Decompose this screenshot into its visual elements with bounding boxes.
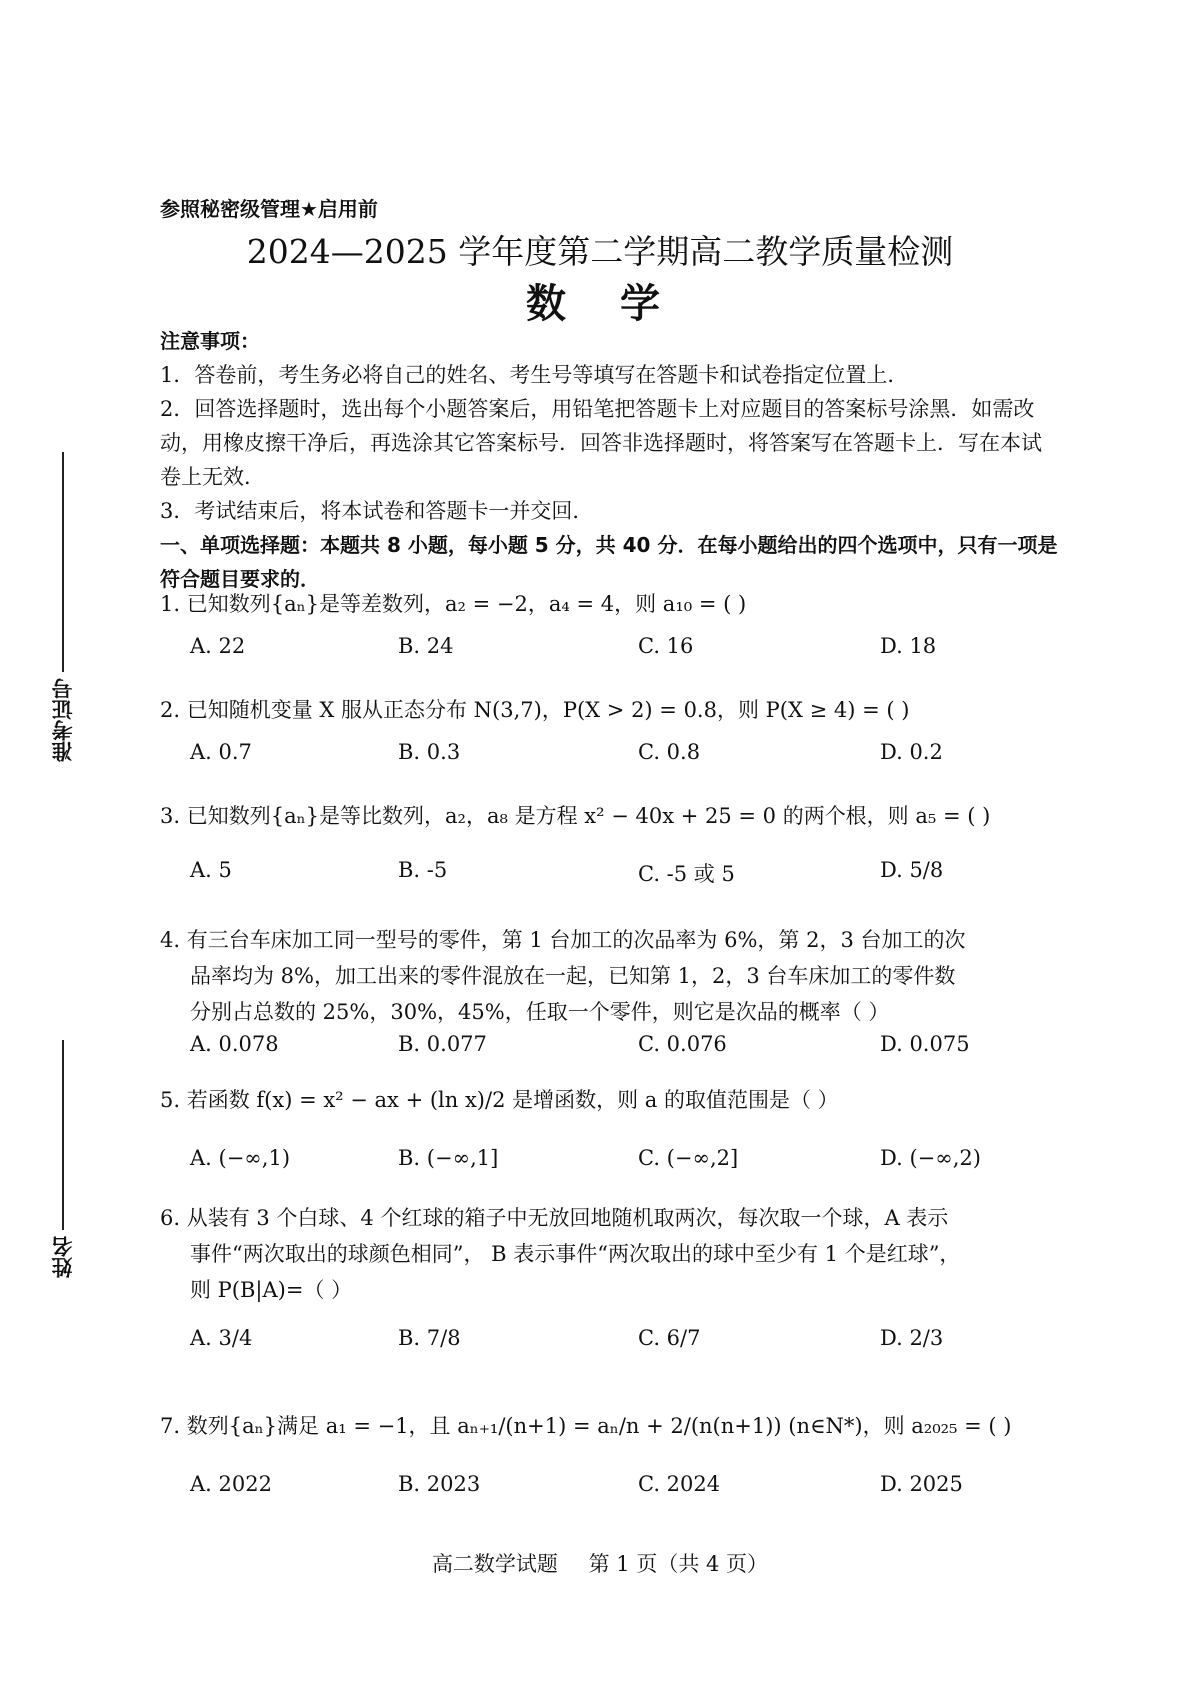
question-stem-continued: 分别占总数的 25%，30%，45%，任取一个零件，则它是次品的概率（ ） bbox=[190, 1000, 890, 1024]
option-a: A. 2022 bbox=[190, 1472, 272, 1496]
page-footer bbox=[0, 1548, 1200, 1578]
subject-title: 数学 bbox=[526, 281, 714, 327]
question-2 bbox=[160, 692, 1060, 780]
option-a: A. 0.7 bbox=[190, 740, 252, 764]
option-b: B. 7/8 bbox=[398, 1326, 461, 1350]
option-a: A. 5 bbox=[190, 858, 232, 882]
notice-heading: 注意事项： bbox=[160, 329, 260, 353]
notice-item: 1．答卷前，考生务必将自己的姓名、考生号等填写在答题卡和试卷指定位置上． bbox=[160, 363, 909, 387]
question-stem: 6. 从装有 3 个白球、4 个红球的箱子中无放回地随机取两次，每次取一个球，A 表示 bbox=[160, 1206, 949, 1230]
option-d: D. 18 bbox=[880, 634, 937, 658]
option-row bbox=[160, 634, 1060, 674]
name-field bbox=[48, 1040, 78, 1278]
question-stem: 7. 数列{aₙ}满足 a₁ = −1，且 aₙ₊₁/(n+1) = aₙ/n + 2/(n(n+1)) (n∈N*)，则 a₂₀₂₅ = ( ) bbox=[160, 1414, 1012, 1438]
option-a: A. 22 bbox=[190, 634, 246, 658]
question-3 bbox=[160, 798, 1060, 898]
footer-test-name: 高二数学试题 bbox=[431, 1552, 558, 1576]
question-stem-continued: 事件“两次取出的球颜色相同”， B 表示事件“两次取出的球中至少有 1 个是红球”， bbox=[190, 1242, 961, 1266]
option-c: C. 2024 bbox=[638, 1472, 721, 1496]
question-stem: 4. 有三台车床加工同一型号的零件，第 1 台加工的次品率为 6%，第 2，3 台加工的次 bbox=[160, 928, 966, 952]
name-line bbox=[62, 1040, 64, 1230]
question-stem: 2. 已知随机变量 X 服从正态分布 N(3,7)，P(X > 2) = 0.8，则 P(X ≥ 4) = ( ) bbox=[160, 698, 910, 722]
question-stem: 1. 已知数列{aₙ}是等差数列，a₂ = −2，a₄ = 4，则 a₁₀ = ( ) bbox=[160, 592, 747, 616]
exam-number-label: 准考证号 bbox=[51, 678, 75, 762]
option-d: D. 2/3 bbox=[880, 1326, 944, 1350]
option-b: B. 24 bbox=[398, 634, 454, 658]
footer-page-info: 第 1 页（共 4 页） bbox=[588, 1552, 769, 1576]
question-stem: 3. 已知数列{aₙ}是等比数列，a₂，a₈ 是方程 x² − 40x + 25 = 0 的两个根，则 a₅ = ( ) bbox=[160, 804, 991, 828]
option-d: D. 0.2 bbox=[880, 740, 943, 764]
question-7 bbox=[160, 1408, 1060, 1512]
option-c: C. -5 或 5 bbox=[638, 862, 735, 886]
name-label: 姓名 bbox=[51, 1236, 75, 1278]
question-5 bbox=[160, 1082, 1060, 1186]
option-row bbox=[160, 1326, 1060, 1366]
option-row bbox=[160, 740, 1060, 780]
option-b: B. (−∞,1] bbox=[398, 1146, 499, 1170]
question-1 bbox=[160, 586, 1060, 674]
option-c: C. 0.076 bbox=[638, 1032, 727, 1056]
section-heading: 一、单项选择题：本题共 8 小题，每小题 5 分，共 40 分．在每小题给出的四个选项中，只有一项是符合题目要求的． bbox=[160, 533, 1058, 591]
exam-title: 2024—2025 学年度第二学期高二教学质量检测 bbox=[246, 232, 954, 271]
option-d: D. 2025 bbox=[880, 1472, 963, 1496]
option-d: D. (−∞,2) bbox=[880, 1146, 981, 1170]
question-4 bbox=[160, 922, 1060, 1072]
option-row bbox=[160, 1146, 1060, 1186]
option-a: A. 0.078 bbox=[190, 1032, 279, 1056]
option-a: A. (−∞,1) bbox=[190, 1146, 291, 1170]
question-stem-continued: 品率均为 8%，加工出来的零件混放在一起，已知第 1，2，3 台车床加工的零件数 bbox=[190, 964, 956, 988]
option-row bbox=[160, 858, 1060, 898]
option-d: D. 0.075 bbox=[880, 1032, 970, 1056]
option-b: B. -5 bbox=[398, 858, 448, 882]
exam-number-line bbox=[62, 452, 64, 672]
instructions bbox=[160, 324, 1060, 596]
option-b: B. 0.077 bbox=[398, 1032, 487, 1056]
exam-number-field bbox=[48, 452, 78, 762]
question-stem-continued: 则 P(B|A)=（ ） bbox=[190, 1278, 353, 1302]
option-b: B. 2023 bbox=[398, 1472, 481, 1496]
option-row bbox=[160, 1032, 1060, 1072]
option-c: C. 6/7 bbox=[638, 1326, 701, 1350]
notice-item: 2．回答选择题时，选出每个小题答案后，用铅笔把答题卡上对应题目的答案标号涂黑．如需改动，用橡皮擦干净后，再选涂其它答案标号．回答非选择题时，将答案写在答题卡上．写在本试卷上无效． bbox=[160, 397, 1042, 489]
option-b: B. 0.3 bbox=[398, 740, 461, 764]
option-c: C. 16 bbox=[638, 634, 694, 658]
question-6 bbox=[160, 1200, 1060, 1366]
option-row bbox=[160, 1472, 1060, 1512]
option-a: A. 3/4 bbox=[190, 1326, 253, 1350]
notice-item: 3．考试结束后，将本试卷和答题卡一并交回． bbox=[160, 499, 594, 523]
option-c: C. (−∞,2] bbox=[638, 1146, 739, 1170]
question-stem: 5. 若函数 f(x) = x² − ax + (ln x)/2 是增函数，则 a 的取值范围是（ ） bbox=[160, 1088, 839, 1112]
option-d: D. 5/8 bbox=[880, 858, 944, 882]
classification-label: 参照秘密级管理★启用前 bbox=[160, 197, 378, 221]
option-c: C. 0.8 bbox=[638, 740, 701, 764]
